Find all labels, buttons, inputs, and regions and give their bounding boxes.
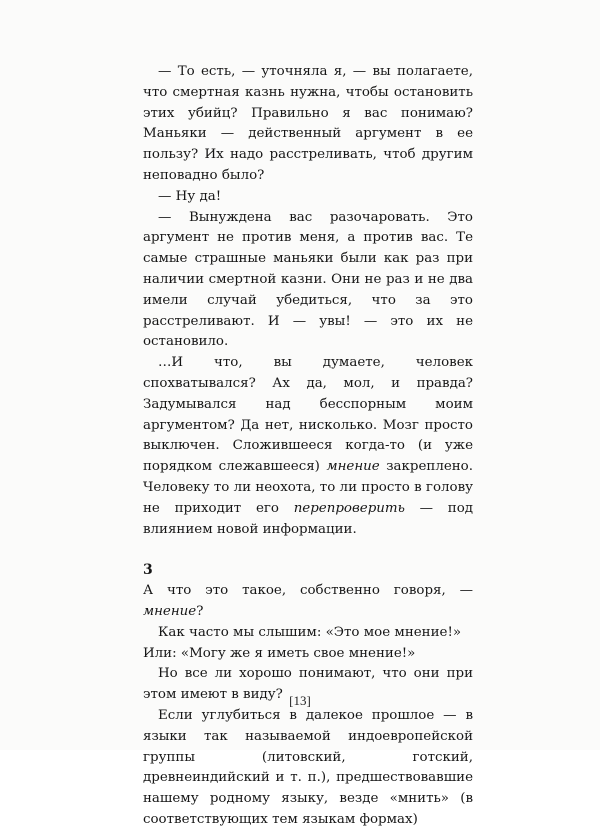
text-run: ?	[196, 603, 204, 619]
quote-paragraph: Как часто мы слышим: «Это мое мнение!»	[158, 624, 462, 640]
text-run: …И что, вы думаете, человек спохватывался? Ах да, мол, и правда? Задумывался над бесспорным моим аргументом? Да нет, нисколько. Мозг просто выключен. Сложившееся когда-то (и уже порядком слежавшееся)	[143, 355, 473, 475]
section-number: 3	[143, 562, 153, 579]
dialogue-paragraph: — То есть, — уточняла я, — вы полагаете, что смертная казнь нужна, чтобы остановить этих убийц? Правильно я вас понимаю? Маньяки — действенный аргумент в ее пользу? Их надо расстреливать, чтоб другим неповадно было?	[143, 64, 473, 183]
dialogue-paragraph: — Вынуждена вас разочаровать. Это аргумент не против меня, а против вас. Те самые страшные маньяки были как раз при наличии смертной казни. Они не раз и не два имели случай убедиться, что за это расстреливают. И — увы! — это их не остановило.	[143, 209, 473, 350]
narrative-paragraph: Если углубиться в далекое прошлое — в языки так называемой индоевропейской группы (литовский, готский, древнеиндийский и т. п.), предшествовавшие нашему родному языку, везде «мнить» (в соответствующих тем языкам формах)	[143, 707, 473, 827]
text-run: А что это такое, собственно говоря, —	[143, 583, 473, 599]
body-text	[143, 62, 473, 831]
quote-paragraph: Или: «Могу же я иметь свое мнение!»	[143, 645, 416, 661]
italic-term: мнение	[143, 603, 197, 619]
page-number: [13]	[289, 693, 311, 708]
narrative-paragraph	[143, 353, 473, 540]
italic-term: мнение	[326, 459, 380, 475]
text-run: закреплено. Человеку то ли неохота, то ли просто в голову не приходит его	[143, 459, 473, 516]
section-first-paragraph	[143, 581, 473, 623]
text-run: — под влиянием новой информации.	[143, 500, 474, 537]
dialogue-paragraph: — Ну да!	[158, 188, 222, 204]
italic-term: перепроверить	[293, 500, 405, 516]
question-paragraph: Но все ли хорошо понимают, что они при этом имеют в виду?	[143, 666, 473, 703]
